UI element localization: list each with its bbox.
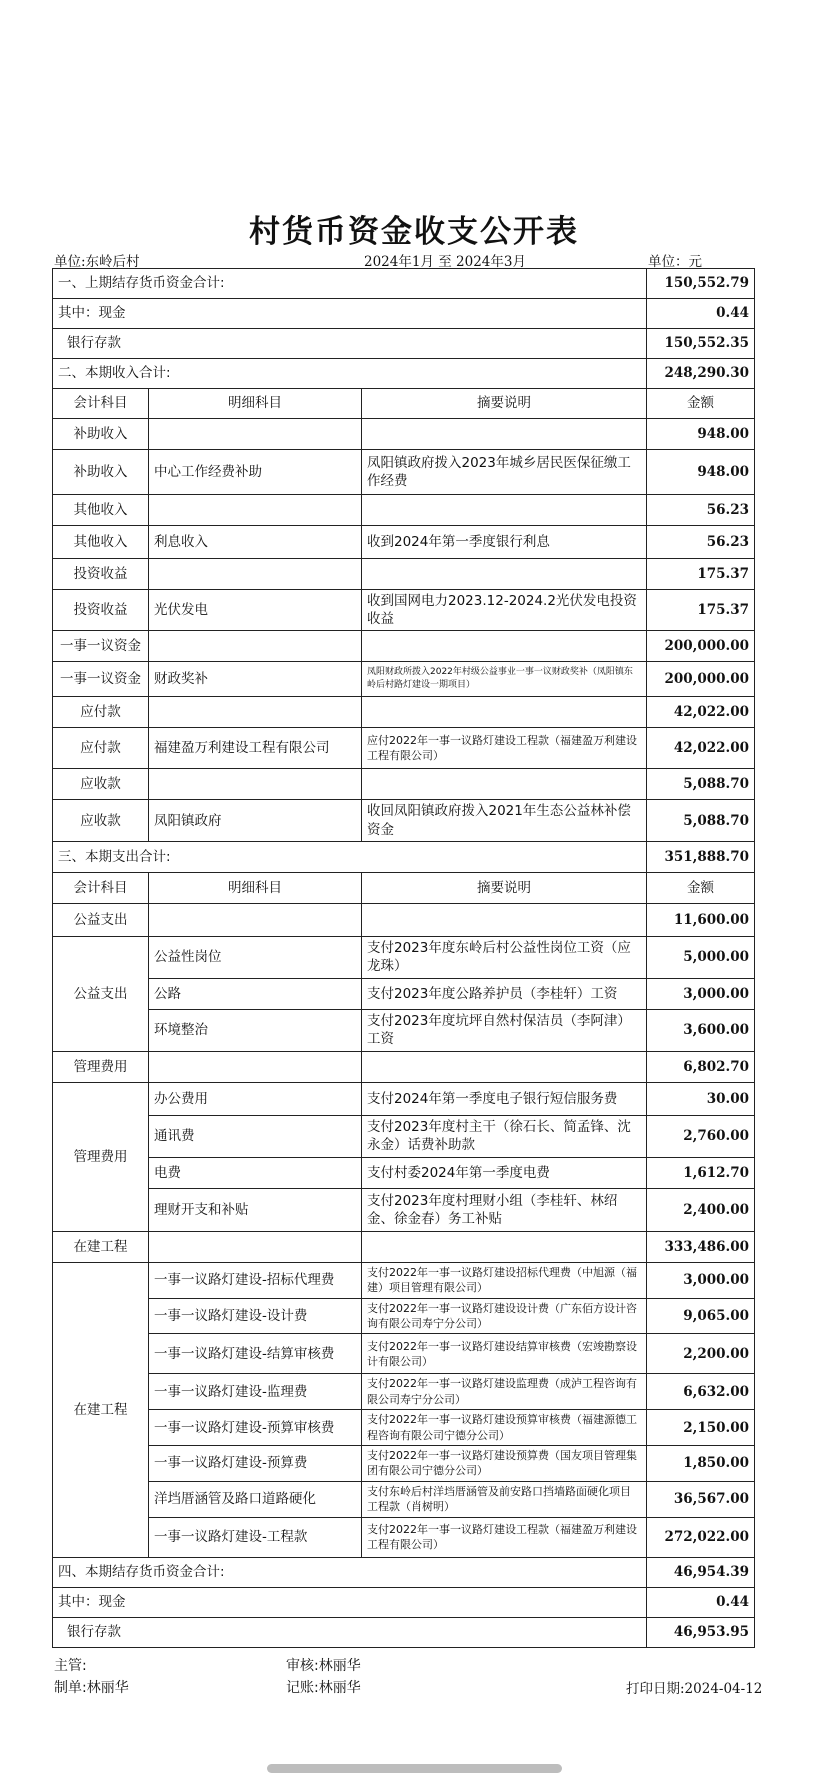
income-amount: 56.23 — [647, 526, 755, 559]
income-detail: 利息收入 — [149, 526, 362, 559]
expense-amount: 2,200.00 — [647, 1334, 755, 1374]
income-detail — [149, 559, 362, 590]
income-desc: 凤阳财政所拨入2022年村级公益事业一事一议财政奖补（凤阳镇东岭后村路灯建设一期项目） — [362, 662, 647, 697]
income-desc: 应付2022年一事一议路灯建设工程款（福建盈万利建设工程有限公司） — [362, 728, 647, 769]
expense-desc: 支付村委2024年第一季度电费 — [362, 1157, 647, 1188]
expense-desc: 支付2024年第一季度电子银行短信服务费 — [362, 1082, 647, 1115]
expense-row — [53, 1374, 755, 1410]
expense-desc: 支付2022年一事一议路灯建设结算审核费（宏竣勘察设计有限公司） — [362, 1334, 647, 1374]
end-cash-row — [53, 1587, 755, 1617]
income-account: 补助收入 — [53, 419, 149, 450]
expense-row — [53, 1188, 755, 1231]
expense-row — [53, 1517, 755, 1557]
end-cash-amount: 0.44 — [647, 1587, 755, 1617]
col-detail: 明细科目 — [149, 872, 362, 903]
expense-detail: 一事一议路灯建设-监理费 — [149, 1374, 362, 1410]
expense-amount: 36,567.00 — [647, 1481, 755, 1517]
expense-row — [53, 1446, 755, 1482]
col-desc: 摘要说明 — [362, 389, 647, 419]
income-desc: 收到国网电力2023.12-2024.2光伏发电投资收益 — [362, 590, 647, 631]
end-bank-amount: 46,953.95 — [647, 1617, 755, 1647]
income-detail — [149, 495, 362, 526]
prev-total-label: 一、上期结存货币资金合计: — [53, 269, 647, 299]
expense-amount: 2,760.00 — [647, 1115, 755, 1157]
income-account: 投资收益 — [53, 559, 149, 590]
income-row — [53, 590, 755, 631]
expense-desc: 支付2022年一事一议路灯建设工程款（福建盈万利建设工程有限公司） — [362, 1517, 647, 1557]
expense-amount: 3,000.00 — [647, 978, 755, 1009]
income-row — [53, 800, 755, 841]
income-account: 应收款 — [53, 769, 149, 800]
empty-cell — [149, 903, 362, 936]
income-account: 应收款 — [53, 800, 149, 841]
income-total-row — [53, 359, 755, 389]
unit-label: 单位:东岭后村 — [54, 254, 140, 270]
expense-row — [53, 978, 755, 1009]
expense-amount: 2,150.00 — [647, 1410, 755, 1446]
income-row — [53, 728, 755, 769]
expense-desc: 支付2022年一事一议路灯建设监理费（成泸工程咨询有限公司寿宁分公司） — [362, 1374, 647, 1410]
prev-cash-label: 其中：现金 — [53, 299, 647, 329]
empty-cell — [362, 1231, 647, 1262]
income-row — [53, 697, 755, 728]
currency-label: 单位：元 — [648, 254, 702, 270]
bookkeeper-label: 记账:林丽华 — [286, 1680, 361, 1696]
empty-cell — [362, 1051, 647, 1082]
expense-amount: 2,400.00 — [647, 1188, 755, 1231]
end-total-row — [53, 1557, 755, 1587]
expense-total-label: 三、本期支出合计: — [53, 841, 647, 872]
end-bank-row — [53, 1617, 755, 1647]
expense-row — [53, 1334, 755, 1374]
expense-detail: 一事一议路灯建设-预算审核费 — [149, 1410, 362, 1446]
income-detail: 光伏发电 — [149, 590, 362, 631]
expense-row — [53, 936, 755, 978]
expense-desc: 支付2022年一事一议路灯建设招标代理费（中旭源（福建）项目管理有限公司） — [362, 1262, 647, 1298]
expense-amount: 5,000.00 — [647, 936, 755, 978]
income-account: 一事一议资金 — [53, 662, 149, 697]
income-account: 其他收入 — [53, 495, 149, 526]
expense-amount: 1,850.00 — [647, 1446, 755, 1482]
prev-cash-amount: 0.44 — [647, 299, 755, 329]
income-amount: 200,000.00 — [647, 662, 755, 697]
col-account: 会计科目 — [53, 872, 149, 903]
income-amount: 175.37 — [647, 559, 755, 590]
expense-header-row — [53, 872, 755, 903]
income-amount: 5,088.70 — [647, 769, 755, 800]
income-detail — [149, 419, 362, 450]
expense-subtotal: 333,486.00 — [647, 1231, 755, 1262]
page-title: 村货币资金收支公开表 — [249, 214, 579, 250]
home-indicator[interactable] — [267, 1764, 562, 1773]
expense-amount: 30.00 — [647, 1082, 755, 1115]
income-amount: 948.00 — [647, 450, 755, 495]
prev-bank-label: 银行存款 — [53, 329, 647, 359]
income-desc — [362, 559, 647, 590]
expense-account: 在建工程 — [53, 1262, 149, 1557]
income-desc — [362, 769, 647, 800]
income-row — [53, 559, 755, 590]
expense-row — [53, 1481, 755, 1517]
col-amount: 金额 — [647, 389, 755, 419]
expense-amount: 9,065.00 — [647, 1298, 755, 1334]
income-detail: 中心工作经费补助 — [149, 450, 362, 495]
expense-account: 公益支出 — [53, 903, 149, 936]
prev-total-amount: 150,552.79 — [647, 269, 755, 299]
income-account: 补助收入 — [53, 450, 149, 495]
income-total-label: 二、本期收入合计: — [53, 359, 647, 389]
fund-table — [52, 268, 755, 1648]
expense-desc: 支付2023年度村主干（徐石长、简孟锋、沈永金）话费补助款 — [362, 1115, 647, 1157]
income-desc — [362, 495, 647, 526]
income-amount: 42,022.00 — [647, 697, 755, 728]
expense-amount: 1,612.70 — [647, 1157, 755, 1188]
expense-subtotal-row — [53, 1051, 755, 1082]
income-row — [53, 662, 755, 697]
income-detail: 凤阳镇政府 — [149, 800, 362, 841]
expense-row — [53, 1157, 755, 1188]
income-row — [53, 419, 755, 450]
expense-detail: 公益性岗位 — [149, 936, 362, 978]
expense-row — [53, 1410, 755, 1446]
expense-row — [53, 1115, 755, 1157]
print-date: 打印日期:2024-04-12 — [626, 1681, 763, 1697]
supervisor-label: 主管: — [54, 1658, 87, 1674]
expense-detail: 一事一议路灯建设-工程款 — [149, 1517, 362, 1557]
income-account: 其他收入 — [53, 526, 149, 559]
col-detail: 明细科目 — [149, 389, 362, 419]
expense-amount: 6,632.00 — [647, 1374, 755, 1410]
income-account: 应付款 — [53, 728, 149, 769]
expense-row — [53, 1298, 755, 1334]
income-total-amount: 248,290.30 — [647, 359, 755, 389]
expense-subtotal: 11,600.00 — [647, 903, 755, 936]
expense-row — [53, 1082, 755, 1115]
expense-detail: 一事一议路灯建设-结算审核费 — [149, 1334, 362, 1374]
expense-detail: 通讯费 — [149, 1115, 362, 1157]
income-detail: 福建盈万利建设工程有限公司 — [149, 728, 362, 769]
expense-row — [53, 1262, 755, 1298]
expense-desc: 支付2023年度坑坪自然村保洁员（李阿津）工资 — [362, 1009, 647, 1051]
prev-cash-row — [53, 299, 755, 329]
income-detail — [149, 631, 362, 662]
expense-total-row — [53, 841, 755, 872]
expense-detail: 公路 — [149, 978, 362, 1009]
col-amount: 金额 — [647, 872, 755, 903]
income-detail — [149, 769, 362, 800]
expense-desc: 支付2022年一事一议路灯建设预算费（国友项目管理集团有限公司宁德分公司） — [362, 1446, 647, 1482]
income-desc — [362, 631, 647, 662]
end-total-label: 四、本期结存货币资金合计: — [53, 1557, 647, 1587]
expense-account: 管理费用 — [53, 1082, 149, 1231]
income-amount: 56.23 — [647, 495, 755, 526]
col-account: 会计科目 — [53, 389, 149, 419]
expense-account: 管理费用 — [53, 1051, 149, 1082]
expense-desc: 支付2022年一事一议路灯建设设计费（广东佰方设计咨询有限公司寿宁分公司） — [362, 1298, 647, 1334]
empty-cell — [149, 1051, 362, 1082]
expense-detail: 一事一议路灯建设-预算费 — [149, 1446, 362, 1482]
income-detail: 财政奖补 — [149, 662, 362, 697]
preparer-label: 制单:林丽华 — [54, 1680, 129, 1696]
expense-detail: 理财开支和补贴 — [149, 1188, 362, 1231]
expense-account: 在建工程 — [53, 1231, 149, 1262]
income-amount: 200,000.00 — [647, 631, 755, 662]
income-row — [53, 769, 755, 800]
income-account: 一事一议资金 — [53, 631, 149, 662]
income-row — [53, 450, 755, 495]
income-desc: 凤阳镇政府拨入2023年城乡居民医保征缴工作经费 — [362, 450, 647, 495]
income-amount: 948.00 — [647, 419, 755, 450]
reviewer-label: 审核:林丽华 — [286, 1658, 361, 1674]
income-amount: 175.37 — [647, 590, 755, 631]
end-cash-label: 其中：现金 — [53, 1587, 647, 1617]
income-account: 投资收益 — [53, 590, 149, 631]
income-desc — [362, 697, 647, 728]
expense-amount: 3,000.00 — [647, 1262, 755, 1298]
income-amount: 42,022.00 — [647, 728, 755, 769]
prev-total-row — [53, 269, 755, 299]
col-desc: 摘要说明 — [362, 872, 647, 903]
expense-desc: 支付2023年度村理财小组（李桂轩、林绍金、徐金春）务工补贴 — [362, 1188, 647, 1231]
expense-desc: 支付2022年一事一议路灯建设预算审核费（福建源德工程咨询有限公司宁德分公司） — [362, 1410, 647, 1446]
expense-subtotal-row — [53, 903, 755, 936]
expense-detail: 洋垱厝涵管及路口道路硬化 — [149, 1481, 362, 1517]
income-amount: 5,088.70 — [647, 800, 755, 841]
expense-row — [53, 1009, 755, 1051]
expense-desc: 支付2023年度东岭后村公益性岗位工资（应龙珠） — [362, 936, 647, 978]
expense-total-amount: 351,888.70 — [647, 841, 755, 872]
expense-detail: 一事一议路灯建设-招标代理费 — [149, 1262, 362, 1298]
income-desc: 收回凤阳镇政府拨入2021年生态公益林补偿资金 — [362, 800, 647, 841]
prev-bank-amount: 150,552.35 — [647, 329, 755, 359]
prev-bank-row — [53, 329, 755, 359]
income-row — [53, 526, 755, 559]
income-desc — [362, 419, 647, 450]
expense-detail: 电费 — [149, 1157, 362, 1188]
income-row — [53, 495, 755, 526]
end-total-amount: 46,954.39 — [647, 1557, 755, 1587]
expense-detail: 办公费用 — [149, 1082, 362, 1115]
income-desc: 收到2024年第一季度银行利息 — [362, 526, 647, 559]
expense-amount: 272,022.00 — [647, 1517, 755, 1557]
end-bank-label: 银行存款 — [53, 1617, 647, 1647]
income-header-row — [53, 389, 755, 419]
income-row — [53, 631, 755, 662]
income-account: 应付款 — [53, 697, 149, 728]
expense-detail: 环境整治 — [149, 1009, 362, 1051]
empty-cell — [362, 903, 647, 936]
income-detail — [149, 697, 362, 728]
empty-cell — [149, 1231, 362, 1262]
expense-detail: 一事一议路灯建设-设计费 — [149, 1298, 362, 1334]
expense-subtotal-row — [53, 1231, 755, 1262]
expense-subtotal: 6,802.70 — [647, 1051, 755, 1082]
expense-desc: 支付东岭后村洋垱厝涵管及前安路口挡墙路面硬化项目工程款（肖树明） — [362, 1481, 647, 1517]
expense-account: 公益支出 — [53, 936, 149, 1051]
period-label: 2024年1月 至 2024年3月 — [364, 254, 526, 270]
expense-amount: 3,600.00 — [647, 1009, 755, 1051]
expense-desc: 支付2023年度公路养护员（李桂轩）工资 — [362, 978, 647, 1009]
